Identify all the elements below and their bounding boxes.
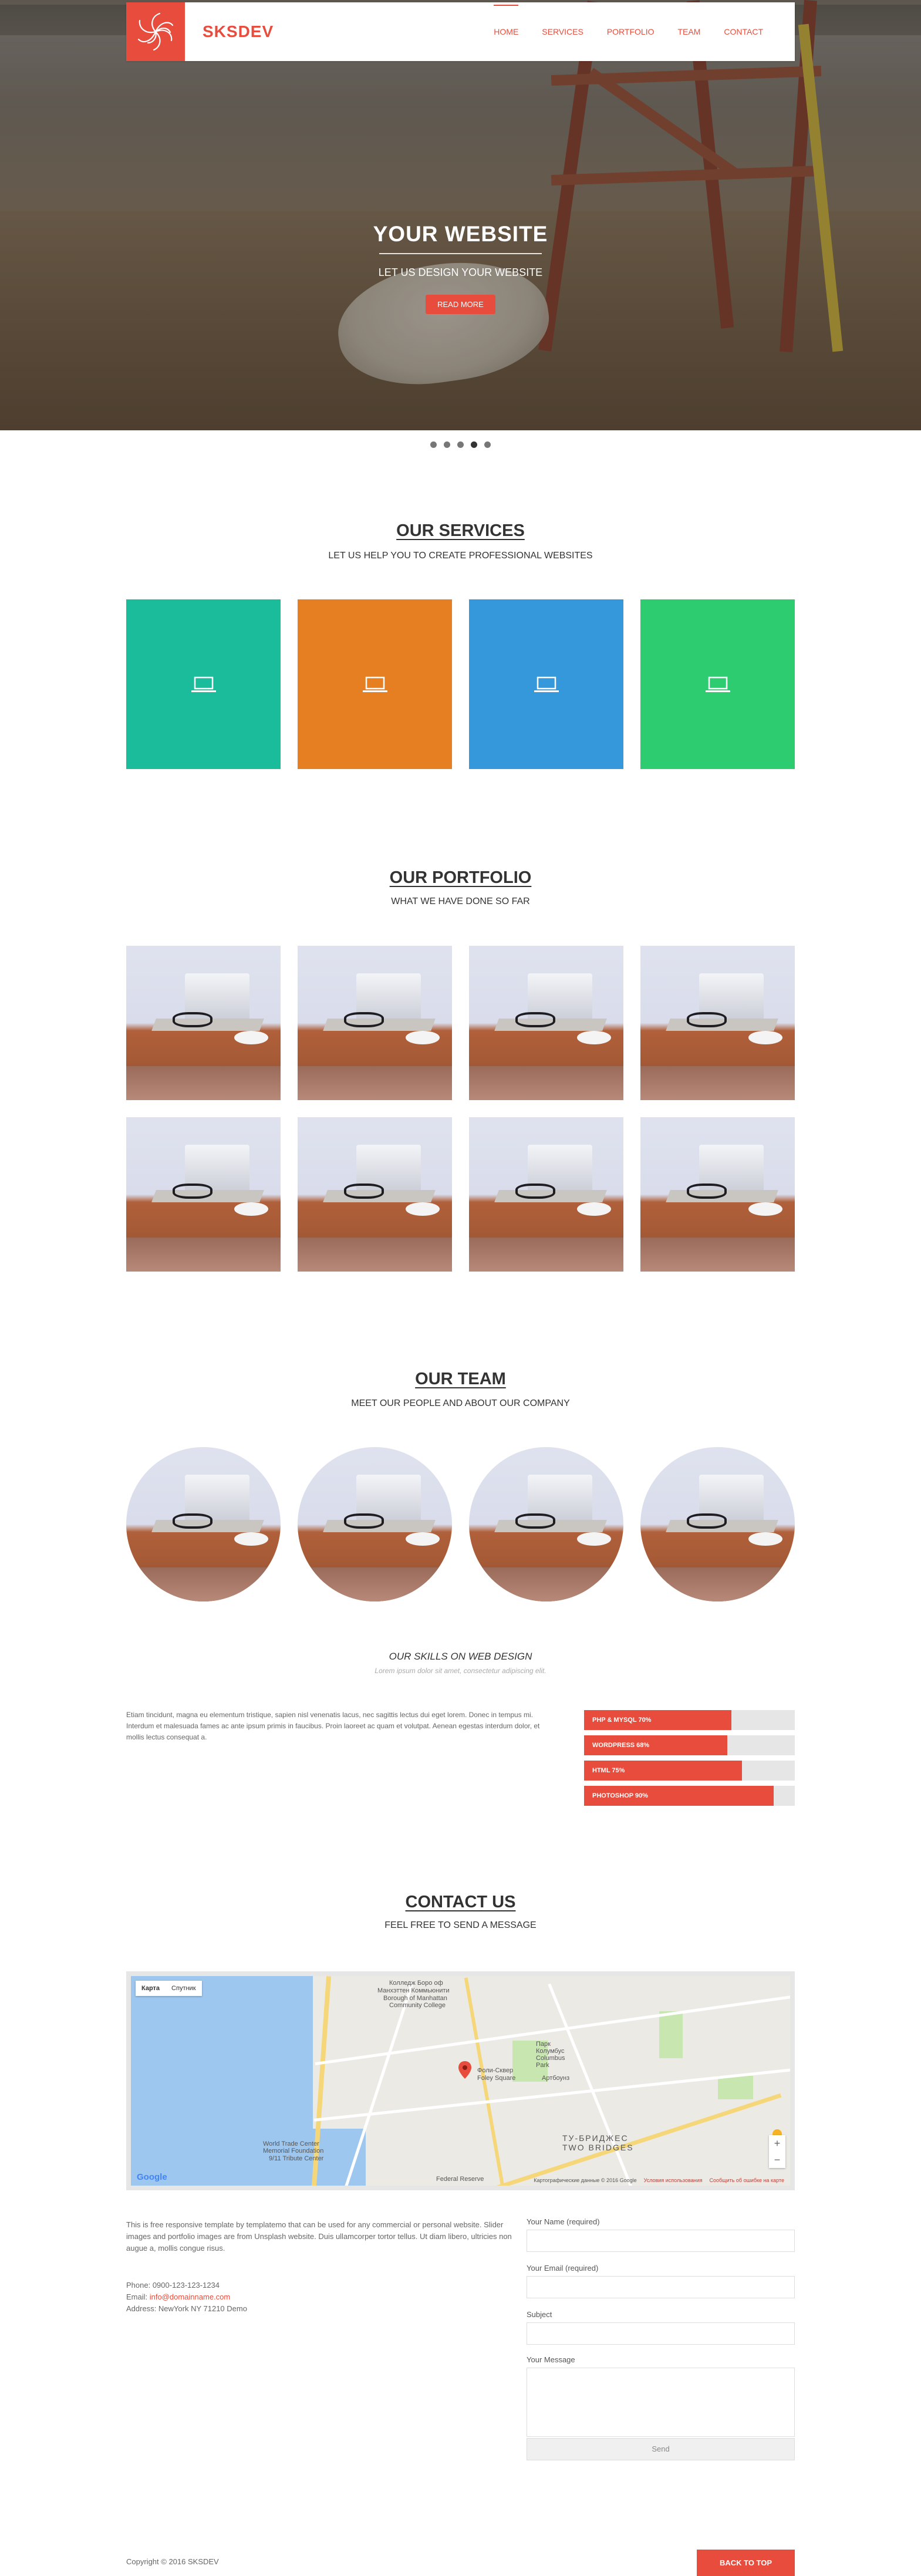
laptop-icon	[362, 676, 388, 693]
nav-portfolio[interactable]: PORTFOLIO	[606, 27, 655, 36]
map-park	[659, 2011, 683, 2058]
team-member-avatar[interactable]	[640, 1447, 795, 1601]
hero-divider	[379, 253, 542, 254]
service-tile[interactable]	[298, 599, 452, 769]
message-field[interactable]	[527, 2368, 795, 2437]
portfolio-item[interactable]	[126, 946, 281, 1100]
team-title: OUR TEAM	[415, 1370, 506, 1388]
team-member-image	[126, 1447, 281, 1601]
contact-email-prefix: Email:	[126, 2292, 150, 2301]
main-nav	[482, 2, 775, 61]
portfolio-image	[469, 1117, 623, 1272]
skill-bar	[584, 1735, 795, 1755]
skills-subtitle: Lorem ipsum dolor sit amet, consectetur adipiscing elit.	[375, 1667, 546, 1675]
email-field[interactable]	[527, 2276, 795, 2298]
logo-swirl-icon	[134, 10, 177, 53]
map-report-link[interactable]: Сообщить об ошибке на карте	[709, 2177, 784, 2183]
slider-dot-active[interactable]	[471, 441, 477, 448]
map-terms-link[interactable]: Условия использования	[643, 2177, 703, 2183]
map-label: Колледж Боро оф	[389, 1980, 443, 1987]
skill-bar	[584, 1786, 795, 1806]
map-label: Borough of Manhattan	[383, 1995, 447, 2002]
zoom-in-icon[interactable]: +	[774, 2137, 781, 2149]
team-member-avatar[interactable]	[469, 1447, 623, 1601]
map-street	[343, 1981, 414, 2190]
copyright: Copyright © 2016 SKSDEV	[126, 2557, 219, 2566]
portfolio-item[interactable]	[298, 946, 452, 1100]
nav-contact[interactable]: CONTACT	[724, 27, 763, 36]
portfolio-item[interactable]	[469, 1117, 623, 1272]
skills-description: Etiam tincidunt, magna eu elementum tristique, sapien nisl venenatis lacus, nec sagittis lectus dui eget lorem. Donec in tempus mi. Interdum et malesuada fames ac ante ipsum primis in faucibus. Proin laoreet ac quam et volutpat. Aenean egestas interdum dolor, et mollis lectus consequat a.	[126, 1711, 540, 1741]
portfolio-subtitle: WHAT WE HAVE DONE SO FAR	[391, 896, 530, 906]
zoom-out-icon[interactable]: −	[774, 2154, 781, 2166]
skill-bar	[584, 1710, 795, 1730]
skill-bar-label: HTML 75%	[592, 1767, 625, 1774]
slider-dots	[430, 441, 491, 448]
hero-title: YOUR WEBSITE	[373, 222, 548, 246]
map-tab-satellite[interactable]: Спутник	[171, 1985, 196, 1992]
brand-name[interactable]: SKSDEV	[203, 22, 274, 41]
skill-bar	[584, 1761, 795, 1781]
hero-slider	[0, 0, 921, 430]
portfolio-item[interactable]	[298, 1117, 452, 1272]
service-tile[interactable]	[469, 599, 623, 769]
subject-field[interactable]	[527, 2322, 795, 2345]
contact-phone: Phone: 0900-123-123-1234	[126, 2281, 220, 2290]
nav-services[interactable]: SERVICES	[542, 27, 583, 36]
nav-home[interactable]: HOME	[482, 2, 530, 61]
subject-label: Subject	[527, 2310, 552, 2319]
portfolio-title: OUR PORTFOLIO	[389, 868, 532, 887]
portfolio-item[interactable]	[640, 1117, 795, 1272]
slider-dot[interactable]	[444, 441, 450, 448]
hero-subtitle: LET US DESIGN YOUR WEBSITE	[378, 267, 543, 278]
team-member-avatar[interactable]	[298, 1447, 452, 1601]
map-label: 9/11 Tribute Center	[269, 2155, 324, 2162]
slider-dot[interactable]	[484, 441, 491, 448]
services-title: OUR SERVICES	[396, 521, 525, 540]
map-label: Federal Reserve	[436, 2176, 484, 2183]
portfolio-item[interactable]	[469, 946, 623, 1100]
logo[interactable]	[126, 2, 185, 61]
contact-title: CONTACT US	[405, 1893, 516, 1911]
map-street	[464, 1977, 506, 2190]
team-member-image	[298, 1447, 452, 1601]
contact-subtitle: FEEL FREE TO SEND A MESSAGE	[384, 1920, 537, 1930]
laptop-icon	[191, 676, 217, 693]
laptop-icon	[705, 676, 731, 693]
map-footer	[534, 2177, 784, 2183]
map-label: Community College	[389, 2002, 446, 2009]
map-label: Фоли-Сквер	[477, 2067, 514, 2074]
map-label: Memorial Foundation	[263, 2147, 324, 2154]
team-member-image	[469, 1447, 623, 1601]
read-more-button[interactable]: READ MORE	[426, 295, 495, 314]
contact-email-line	[126, 2291, 247, 2303]
skill-bar-label: WORDPRESS 68%	[592, 1742, 650, 1749]
slider-dot[interactable]	[430, 441, 437, 448]
skills-title: OUR SKILLS ON WEB DESIGN	[389, 1651, 532, 1662]
map-label: Columbus	[536, 2055, 565, 2062]
name-field[interactable]	[527, 2230, 795, 2252]
laptop-icon	[534, 676, 559, 693]
map-label: Park	[536, 2062, 549, 2069]
google-map[interactable]	[126, 1971, 795, 2190]
portfolio-image	[126, 1117, 281, 1272]
name-label: Your Name (required)	[527, 2217, 600, 2226]
portfolio-image	[469, 946, 623, 1100]
skill-bar-label: PHP & MYSQL 70%	[592, 1717, 652, 1724]
contact-info	[126, 2280, 247, 2315]
portfolio-item[interactable]	[126, 1117, 281, 1272]
portfolio-item[interactable]	[640, 946, 795, 1100]
skill-bar-label: PHOTOSHOP 90%	[592, 1792, 648, 1799]
map-label: World Trade Center	[263, 2140, 319, 2147]
map-park	[718, 2076, 753, 2099]
map-street	[490, 2093, 782, 2190]
map-label: Манхэттен Коммьюнити	[377, 1987, 450, 1994]
google-logo[interactable]: Google	[137, 2172, 167, 2182]
map-label: Артбоунз	[542, 2075, 570, 2082]
map-label: Парк	[536, 2041, 551, 2048]
service-tile[interactable]	[126, 599, 281, 769]
email-label: Your Email (required)	[527, 2264, 599, 2272]
map-label: TWO BRIDGES	[562, 2143, 634, 2152]
portfolio-image	[298, 1117, 452, 1272]
portfolio-image	[640, 946, 795, 1100]
service-tile[interactable]	[640, 599, 795, 769]
map-tab-map[interactable]: Карта	[141, 1985, 160, 1992]
back-to-top-button[interactable]: BACK TO TOP	[697, 2550, 795, 2576]
portfolio-image	[298, 946, 452, 1100]
services-subtitle: LET US HELP YOU TO CREATE PROFESSIONAL WEBSITES	[328, 551, 593, 561]
team-member-image	[640, 1447, 795, 1601]
navbar	[126, 2, 795, 61]
portfolio-image	[640, 1117, 795, 1272]
contact-email-link[interactable]: info@domainname.com	[149, 2292, 231, 2301]
contact-address: Address: NewYork NY 71210 Demo	[126, 2304, 247, 2313]
hero-overlay	[0, 0, 921, 430]
map-label: Foley Square	[477, 2075, 516, 2082]
portfolio-image	[126, 946, 281, 1100]
nav-team[interactable]: TEAM	[677, 27, 701, 36]
slider-dot[interactable]	[457, 441, 464, 448]
map-type-tabs	[136, 1981, 202, 1996]
map-label: Колумбус	[536, 2048, 565, 2055]
team-member-avatar[interactable]	[126, 1447, 281, 1601]
send-button[interactable]: Send	[527, 2438, 795, 2460]
team-subtitle: MEET OUR PEOPLE AND ABOUT OUR COMPANY	[351, 1398, 570, 1408]
map-data-attribution: Картографические данные © 2016 Google	[534, 2177, 637, 2183]
map-zoom-control	[769, 2135, 785, 2168]
map-marker-icon[interactable]	[458, 2061, 471, 2079]
message-label: Your Message	[527, 2355, 575, 2364]
map-label: ТУ-БРИДЖЕС	[562, 2133, 629, 2143]
contact-about: This is free responsive template by templatemo that can be used for any commercial or personal website. Slider images and portfolio images are from Unsplash website. Duis ullamcorper tortor tellus. Ut diam libero, ultricies non augue a, mollis congue risus.	[126, 2220, 512, 2253]
